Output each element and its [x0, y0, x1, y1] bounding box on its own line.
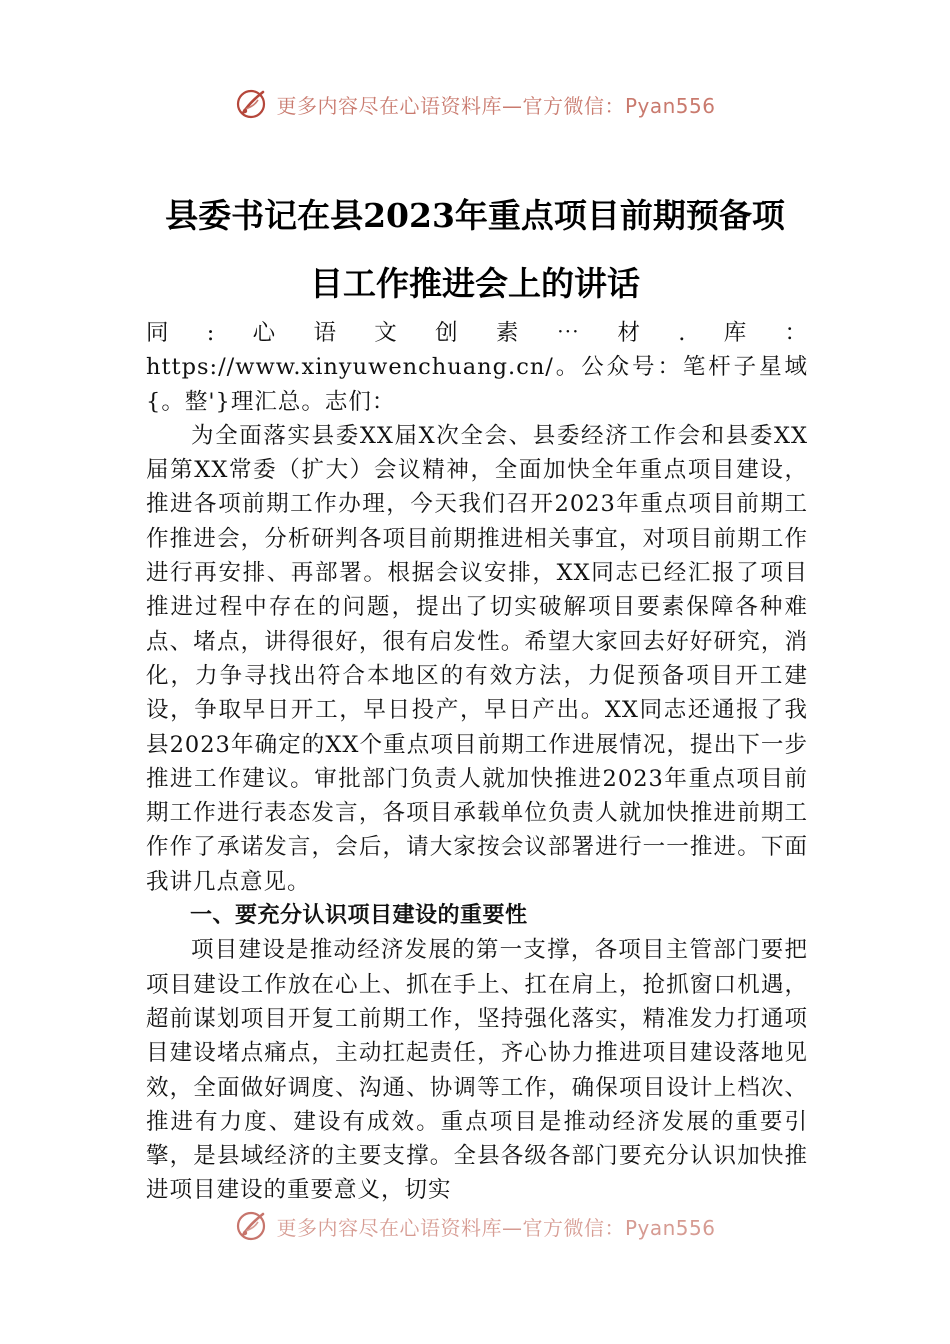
footer-watermark: [0, 1206, 950, 1246]
section-heading-1: 一、要充分认识项目建设的重要性: [190, 903, 528, 929]
document-title-line-2: 目工作推进会上的讲话: [310, 264, 640, 303]
document-body: [146, 316, 808, 1208]
quill-seal-icon: [234, 1209, 268, 1243]
paragraph-opening: 为全面落实县委XX届X次全会、县委经济工作会和县委XX届第XX常委（扩大）会议精神，全面加快全年重点项目建设，推进各项前期工作办理，今天我们召开2023年重点项目前期工作推进会，分析研判各项目前期推进相关事宜，对项目前期工作进行再安排、再部署。根据会议安排，XX同志已经汇报了项目推进过程中存在的问题，提出了切实破解项目要素保障各种难点、堵点，讲得很好，很有启发性。希望大家回去好好研究，消化，力争寻找出符合本地区的有效方法，力促预备项目开工建设，争取早日开工，早日投产，早日产出。XX同志还通报了我县2023年确定的XX个重点项目前期工作进展情况，提出下一步推进工作建议。审批部门负责人就加快推进2023年重点项目前期工作进行表态发言，各项目承载单位负责人就加快推进前期工作作了承诺发言，会后，请大家按会议部署进行一一推进。下面我讲几点意见。: [146, 422, 808, 895]
paragraph-section-1: 项目建设是推动经济发展的第一支撑，各项目主管部门要把项目建设工作放在心上、抓在手上、扛在肩上，抢抓窗口机遇，超前谋划项目开复工前期工作，坚持强化落实，精准发力打通项目建设堵点痛点，主动扛起责任，齐心协力推进项目建设落地见效，全面做好调度、沟通、协调等工作，确保项目设计上档次、推进有力度、建设有成效。重点项目是推动经济发展的重要引擎，是县域经济的主要支撑。全县各级各部门要充分认识加快推进项目建设的重要意义，切实: [146, 937, 808, 1204]
watermark-text: 更多内容尽在心语资料库—官方微信：Pyan556: [276, 93, 716, 118]
document-title-line-1: 县委书记在县2023年重点项目前期预备项: [165, 196, 785, 235]
watermark-text-footer: 更多内容尽在心语资料库—官方微信：Pyan556: [276, 1215, 716, 1240]
source-note: 同:心语文创素⋯材.库：https://www.xinyuwenchuang.cn/。公众号：笔杆子星域{。整'}理汇总。志们：: [146, 320, 808, 415]
